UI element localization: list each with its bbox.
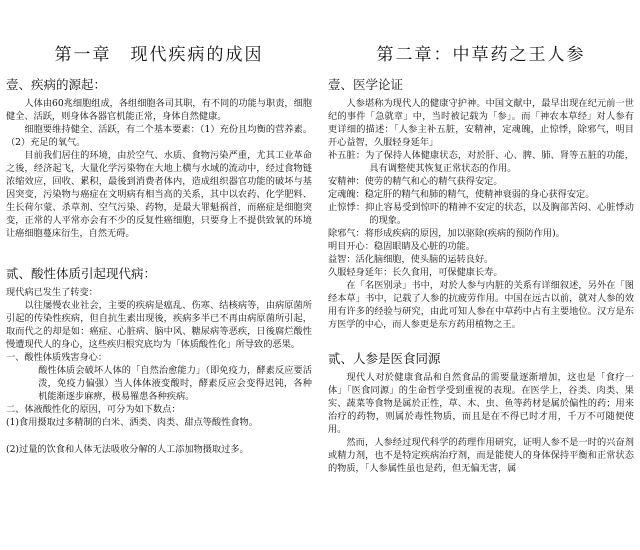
right-page	[320, 0, 640, 550]
list-item: (2)过量的饮食和人体无法吸收分解的人工添加物摄取过多。	[6, 444, 249, 455]
definition-entry: 止惊悸：抑止容易受到惊吓的精神不安定的状态，以及胸部苦闷、心脏悸动的现象。	[328, 202, 634, 226]
paragraph: 人体由60兆细胞组成，各组细胞各司其职，有不同的功能与职责，细胞健全、活跃，则身体各器官机能正常，身体自然健康。	[6, 98, 312, 122]
section-1-title: 壹、医学论证	[328, 77, 404, 92]
paragraph: 然而，人参经过现代科学的药理作用研究，证明人参不是一时的兴奋剂或精力剂，也不是特定疾病治疗剂，而是能使人的身体保持平衡和正常状态的物质，「人参属性虽也是药，但无偏无害，属	[328, 437, 634, 474]
definition-entry: 补五脏：为了保持人体健康状态，对於肝、心、脾、肺、肾等五脏的功能，具有调整使其恢复正常状态的作用。	[328, 150, 634, 174]
list-item: (1)食用摄取过多精制的白米、洒类、肉类、甜点等酸性食物。	[6, 417, 258, 428]
paragraph: 细胞要维持健全、活跃，有二个基本要素：（1）充份且均衡的营养素。（2）充足的氧气。	[6, 124, 312, 148]
list-heading: 一、酸性体质残害身心：	[6, 352, 108, 363]
definition-entry: 久服轻身延年：长久食用，可保健康长寿。	[328, 267, 503, 278]
paragraph: 以往屡慢农业社会，主要的疾病是瘟乱、伤寒、结核病等，由病原菌所引起的传染性疾病，但自抗生素出现後，疾病多半已不再由病原菌所引起，取而代之的却是如：癌症、心脏病、脑中风、糖尿病等恶疾，日後腐烂酸性慢遭现代人的身心，这些疾归根究底均为「体质酸性化」所导致的恶果。	[6, 300, 312, 350]
paragraph: 现代病已发生了转变：	[6, 287, 98, 298]
definition-entry: 益智：活化脑细胞，使头脑的运转良好。	[328, 254, 494, 265]
paragraph: 目前我们居住的环境，由於空气、水质、食物污染严重，尤其工业革命之後，经济起飞，大量化学污染物在大地上横与水域的流动中，经过食物链浓缩效应，回收、累积，最後到消费者体内，造成组织器官功能的破坏与基因突变，污染物与癌症在文明病有相当高的关系，其中以农药、化学肥料、生长荷尔蒙、杀草剂、空气污染、药物，是最大罪魁祸首，而癌症是细胞突变，正常的人平常亦会有不少的反复性癌细胞，只要身上不提供致氧的环境让癌细胞蔓床衍生，自然无碍。	[6, 150, 312, 239]
definition-entry: 安精神：使劳的精气和心的精气获得安定。	[328, 176, 503, 187]
definition-entry: 定魂魄：稳定肝的精气和肺的精气，使精神衰弱的身心获得安定。	[328, 189, 595, 200]
paragraph: 人参堪称为现代人的健康守护神。中国文献中，最早出现在纪元前一世纪的事件「急就章」中，当时被记载为「参」。而「神农本草经」对人参有更详细的描述：「人参主补五脏，安精神，定魂魄，止惊悸，除邪气，明目开心益智，久服轻身延年」	[328, 98, 634, 148]
chapter-2-title: 第二章：中草药之王人参	[376, 45, 586, 65]
definition-entry: 除邪气：将形成疾病的原因，加以驱除(疾病的预防作用)。	[328, 228, 565, 239]
list-heading: 二、体液酸性化的原因，可分为如下数点：	[6, 404, 181, 415]
list-text: 酸性体质会破坏人体的「自然治愈能力」（即免疫力，酵素反应要活泼，免疫力偏强）当人体体液变酸时，酵素反应会变得迟钝，各种机能渐逐步麻痹，极易罹患各种疾病。	[38, 365, 312, 402]
section-2-title: 贰、酸性体质引起现代病：	[6, 266, 157, 281]
paragraph: 现代人对於健康食品和自然食品的需要量逐渐增加，这也是「食疗一体」「医食同源」的生命哲学受到重视的表现。在医学上，谷类、肉类、果实、蔬菜等食物是属於正性，草、木、虫、鱼等药材是属於偏性的药；用来治疗的药物，则属於毒性物质，而且是在不得已时才用，千万不可随便使用。	[328, 372, 634, 435]
section-1-title: 壹、疾病的源起：	[6, 77, 107, 92]
section-2-title: 贰、人参是医食同源	[328, 351, 441, 366]
definition-entry: 明目开心：稳固眼睛及心脏的功能。	[328, 241, 475, 252]
chapter-1-title: 第一章 现代疾病的成因	[54, 45, 264, 65]
paragraph: 在「名医别录」书中，对於人参与内脏的关系有详细叙述，另外在「图经本草」书中，记载了人参的抗疲劳作用。中国在远古以前，就对人参的效用有许多的经验与研究，由此可知人参在中草药中占有主要地位。汉方是东方医学的中心，而人参更是东方药用植物之王。	[328, 280, 634, 330]
